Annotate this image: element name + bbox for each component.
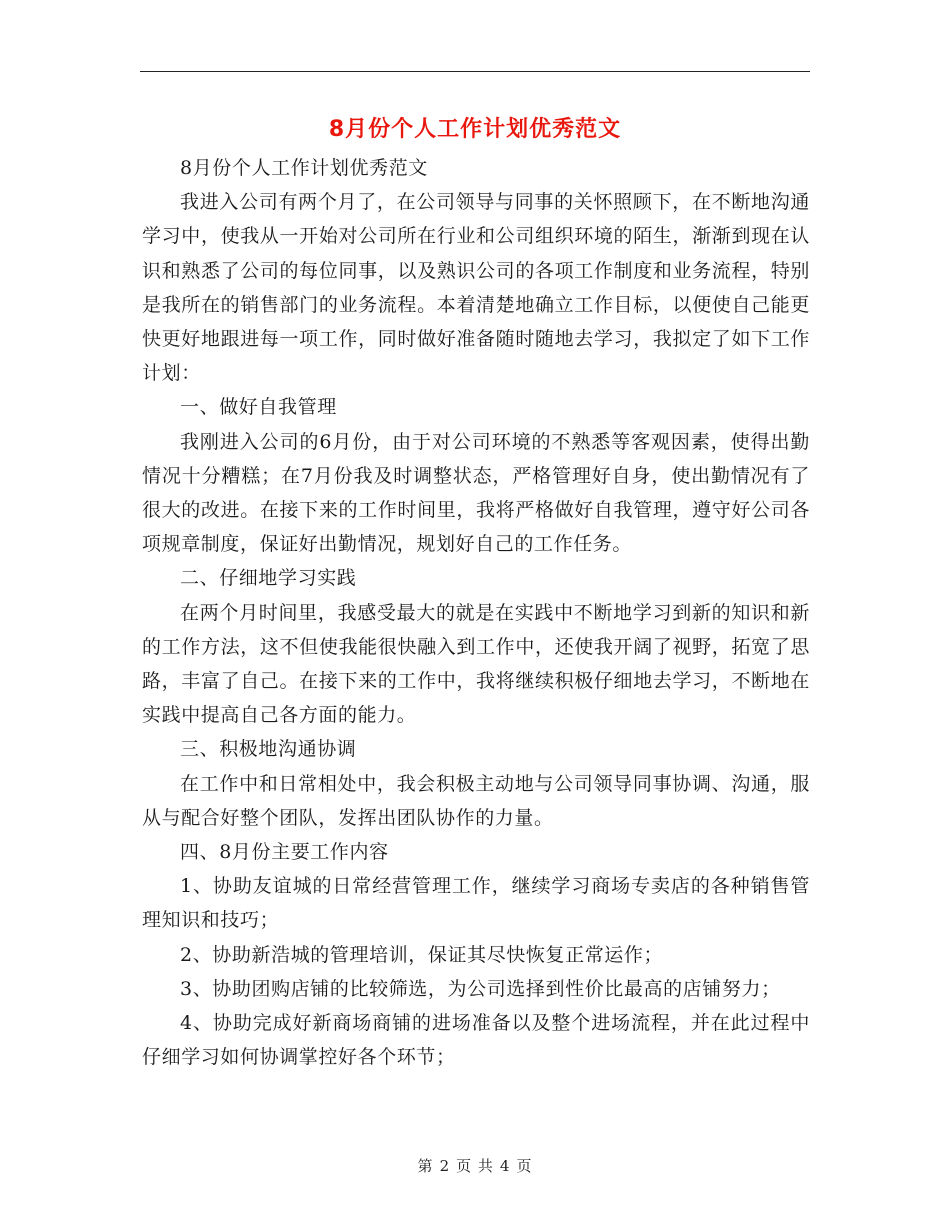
section-heading-1: 一、做好自我管理 [180,396,337,419]
list-item-1: 1、协助友谊城的日常经营管理工作，继续学习商场专卖店的各种销售管理知识和技巧； [142,875,810,932]
header-rule [140,71,810,72]
footer-prefix: 第 [417,1157,434,1175]
list-item-3: 3、协助团购店铺的比较筛选，为公司选择到性价比最高的店铺努力； [180,977,781,1000]
section-paragraph-3: 在工作中和日常相处中，我会积极主动地与公司领导同事协调、沟通，服从与配合好整个团队，发挥出团队协作的力量。 [142,772,810,829]
document-title: 8月份个人工作计划优秀范文 [328,117,622,142]
footer-suffix: 页 [516,1157,533,1175]
document-body [142,151,810,1074]
page-footer [0,1155,950,1176]
section-paragraph-1: 我刚进入公司的6月份，由于对公司环境的不熟悉等客观因素，使得出勤情况十分糟糕；在7月份我及时调整状态，严格管理好自身，使出勤情况有了很大的改进。在接下来的工作时间里，我将严格做好自我管理，遵守好公司各项规章制度，保证好出勤情况，规划好自己的工作任务。 [142,430,810,556]
footer-page-number: 2 [439,1157,451,1175]
footer-middle: 页 共 [456,1157,494,1175]
subtitle-paragraph: 8月份个人工作计划优秀范文 [180,157,428,179]
section-heading-3: 三、积极地沟通协调 [180,738,357,761]
section-heading-2: 二、仔细地学习实践 [180,567,357,590]
section-heading-4: 四、8月份主要工作内容 [180,841,389,864]
list-item-4: 4、协助完成好新商场商铺的进场准备以及整个进场流程，并在此过程中仔细学习如何协调掌控好各个环节； [142,1012,810,1069]
section-paragraph-2: 在两个月时间里，我感受最大的就是在实践中不断地学习到新的知识和新的工作方法，这不但使我能很快融入到工作中，还使我开阔了视野，拓宽了思路，丰富了自己。在接下来的工作中，我将继续积极仔细地去学习，不断地在实践中提高自己各方面的能力。 [142,601,810,727]
list-item-2: 2、协助新浩城的管理培训，保证其尽快恢复正常运作； [180,943,664,966]
intro-paragraph: 我进入公司有两个月了，在公司领导与同事的关怀照顾下，在不断地沟通学习中，使我从一开始对公司所在行业和公司组织环境的陌生，渐渐到现在认识和熟悉了公司的每位同事，以及熟识公司的各项工作制度和业务流程，特别是我所在的销售部门的业务流程。本着清楚地确立工作目标，以便使自己能更快更好地跟进每一项工作，同时做好准备随时随地去学习，我拟定了如下工作计划： [142,191,810,385]
footer-total-pages: 4 [499,1157,511,1175]
